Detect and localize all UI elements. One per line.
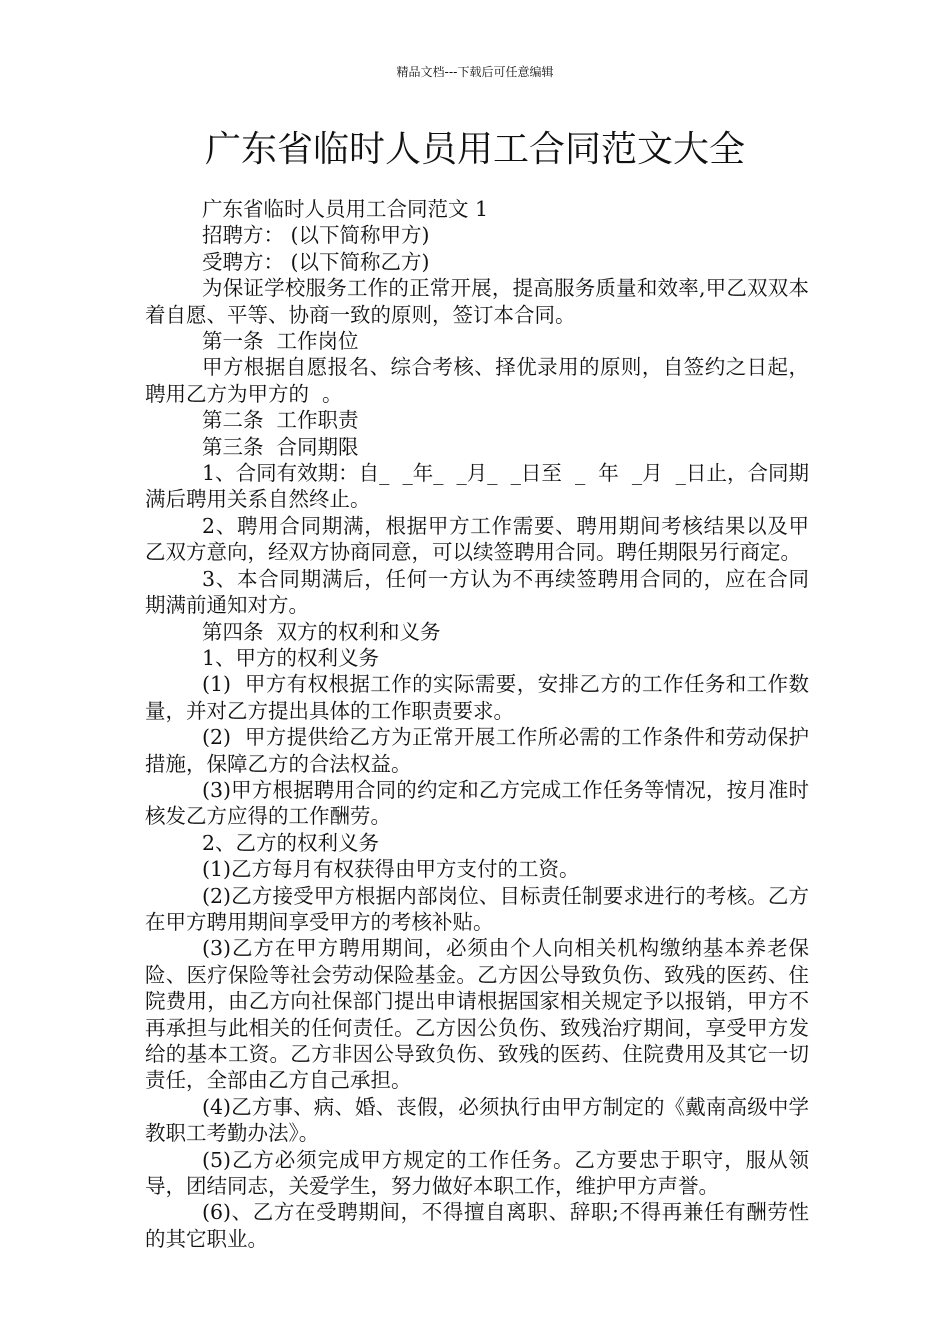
paragraph: 3、本合同期满后，任何一方认为不再续签聘用合同的，应在合同期满前通知对方。: [145, 566, 809, 618]
paragraph: 第一条 工作岗位: [202, 329, 359, 354]
paragraph: (3)乙方在甲方聘用期间，必须由个人向相关机构缴纳基本养老保险、医疗保险等社会劳动保险基金。乙方因公导致负伤、致残的医药、住院费用，由乙方向社保部门提出申请根据国家相关规定予以报销，甲方不再承担与此相关的任何责任。乙方因公负伤、致残治疗期间，享受甲方发给的基本工资。乙方非因公导致负伤、致残的医药、住院费用及其它一切责任，全部由乙方自己承担。: [145, 936, 809, 1093]
document-body: [145, 196, 809, 1252]
paragraph: 第二条 工作职责: [202, 408, 359, 433]
paragraph: 受聘方： (以下简称乙方): [202, 249, 430, 274]
paragraph: (2)乙方接受甲方根据内部岗位、目标责任制要求进行的考核。乙方在甲方聘用期间享受甲方的考核补贴。: [145, 883, 809, 934]
paragraph: 广东省临时人员用工合同范文 1: [202, 197, 489, 221]
paragraph: (3)甲方根据聘用合同的约定和乙方完成工作任务等情况，按月准时核发乙方应得的工作酬劳。: [145, 777, 809, 829]
paragraph: (2) 甲方提供给乙方为正常开展工作所必需的工作条件和劳动保护措施，保障乙方的合法权益。: [145, 725, 809, 776]
paragraph: 第三条 合同期限: [202, 434, 359, 459]
paragraph: (1)乙方每月有权获得由甲方支付的工资。: [202, 857, 580, 882]
paragraph: (1) 甲方有权根据工作的实际需要，安排乙方的工作任务和工作数量，并对乙方提出具体的工作职责要求。: [145, 672, 809, 723]
paragraph: 为保证学校服务工作的正常开展，提高服务质量和效率,甲乙双双本着自愿、平等、协商一致的原则，签订本合同。: [145, 276, 809, 327]
paragraph: 1、甲方的权利义务: [202, 645, 380, 670]
paragraph: 2、聘用合同期满，根据甲方工作需要、聘用期间考核结果以及甲乙双方意向，经双方协商同意，可以续签聘用合同。聘任期限另行商定。: [145, 513, 809, 565]
paragraph: (4)乙方事、病、婚、丧假，必须执行由甲方制定的《戴南高级中学教职工考勤办法》。: [145, 1094, 809, 1146]
paragraph: 第四条 双方的权利和义务: [202, 619, 441, 644]
paragraph: 1、合同有效期：自_ _年_ _月_ _日至 _ 年 _月 _日止，合同期满后聘用关系自然终止。: [145, 461, 809, 512]
paragraph: (6)、乙方在受聘期间，不得擅自离职、辞职;不得再兼任有酬劳性的其它职业。: [145, 1200, 809, 1251]
paragraph: 招聘方： (以下简称甲方): [202, 223, 430, 248]
document-title: 广东省临时人员用工合同范文大全: [204, 129, 745, 170]
paragraph: (5)乙方必须完成甲方规定的工作任务。乙方要忠于职守，服从领导，团结同志，关爱学生，努力做好本职工作，维护甲方声誉。: [145, 1147, 809, 1199]
paragraph: 2、乙方的权利义务: [202, 830, 380, 855]
header-note: 精品文档---下载后可任意编辑: [396, 65, 554, 79]
paragraph: 甲方根据自愿报名、综合考核、择优录用的原则，自签约之日起，聘用乙方为甲方的 。: [145, 355, 809, 406]
